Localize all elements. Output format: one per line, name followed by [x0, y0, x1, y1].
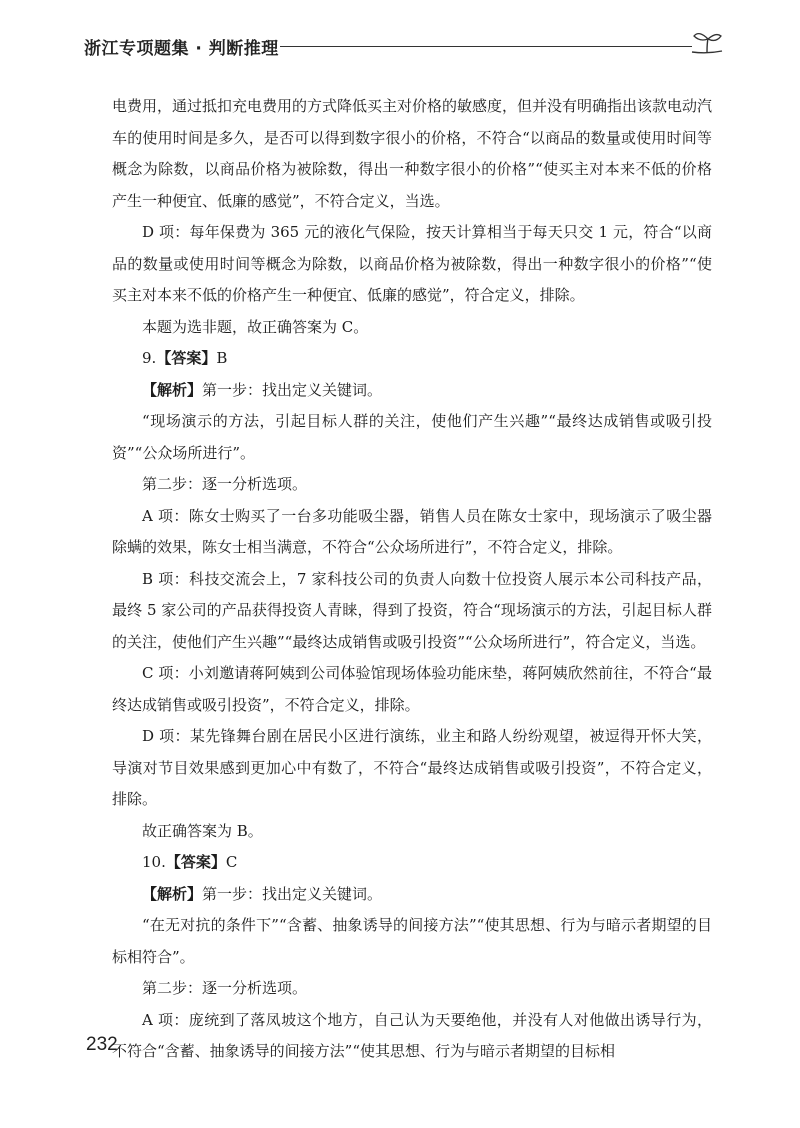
page-number: 232: [86, 1034, 118, 1055]
header-title: 浙江专项题集 · 判断推理: [84, 39, 279, 59]
sprout-icon: [690, 30, 724, 58]
paragraph-continuation: 电费用，通过抵扣充电费用的方式降低买主对价格的敏感度，但并没有明确指出该款电动汽车的使用时间是多久，是否可以得到数字很小的价格，不符合“以商品的数量或使用时间等概念为除数，以商品价格为被除数，得出一种数字很小的价格”“使买主对本来不低的价格产生一种便宜、低廉的感觉”，不符合定义，当选。: [112, 97, 713, 210]
q8-conclusion: 本题为选非题，故正确答案为 C。: [142, 317, 369, 336]
running-header: [84, 30, 734, 60]
q9-analysis-line: [112, 375, 712, 407]
q9-answer-label: 【答案】: [156, 349, 217, 367]
q9-conclusion: 故正确答案为 B。: [142, 821, 263, 840]
q9-step2: 第二步：逐一分析选项。: [142, 475, 308, 493]
q10-step2: 第二步：逐一分析选项。: [142, 979, 308, 997]
option-d-analysis: D 项：每年保费为 365 元的液化气保险，按天计算相当于每天只交 1 元，符合“以商品的数量或使用时间等概念为除数，以商品价格为被除数，得出一种数字很小的价格”“使买主对本来不低的价格产生一种便宜、低廉的感觉”，符合定义，排除。: [112, 223, 712, 304]
q10-answer-line: [112, 847, 712, 879]
header-rule: [280, 46, 692, 47]
q9-option-a: A 项：陈女士购买了一台多功能吸尘器，销售人员在陈女士家中，现场演示了吸尘器除螨的效果，陈女士相当满意，不符合“公众场所进行”，不符合定义，排除。: [112, 506, 712, 556]
q9-keywords: “现场演示的方法，引起目标人群的关注，使他们产生兴趣”“最终达成销售或吸引投资”“公众场所进行”。: [112, 412, 712, 462]
q9-number: 9.: [142, 349, 157, 367]
q9-analysis-label: 【解析】: [142, 380, 203, 399]
q10-option-a: A 项：庞统到了落凤坡这个地方，自己认为天要绝他，并没有人对他做出诱导行为，不符合“含蓄、抽象诱导的间接方法”“使其思想、行为与暗示者期望的目标相: [112, 1010, 712, 1060]
q9-answer-line: [112, 343, 712, 375]
q9-option-c: C 项：小刘邀请蒋阿姨到公司体验馆现场体验功能床垫，蒋阿姨欣然前往，不符合“最终达成销售或吸引投资”，不符合定义，排除。: [112, 664, 712, 714]
q9-step1: 第一步：找出定义关键词。: [202, 380, 383, 399]
q10-number: 10.: [142, 853, 166, 871]
q10-answer-value: C: [225, 853, 238, 871]
q10-answer-label: 【答案】: [165, 853, 226, 871]
q10-step1: 第一步：找出定义关键词。: [202, 884, 383, 903]
q10-analysis-line: [112, 879, 712, 911]
q9-answer-value: B: [216, 349, 228, 367]
body-text: [112, 91, 712, 1068]
q9-option-b: B 项：科技交流会上，7 家科技公司的负责人向数十位投资人展示本公司科技产品，最终 5 家公司的产品获得投资人青睐，得到了投资，符合“现场演示的方法，引起目标人群的关注，使他们产生兴趣”“最终达成销售或吸引投资”“公众场所进行”，符合定义，当选。: [112, 569, 712, 651]
q10-keywords: “在无对抗的条件下”“含蓄、抽象诱导的间接方法”“使其思想、行为与暗示者期望的目标相符合”。: [112, 916, 712, 966]
q9-option-d: D 项：某先锋舞台剧在居民小区进行演练，业主和路人纷纷观望，被逗得开怀大笑，导演对节目效果感到更加心中有数了，不符合“最终达成销售或吸引投资”，不符合定义，排除。: [112, 727, 712, 808]
q10-analysis-label: 【解析】: [142, 884, 203, 903]
